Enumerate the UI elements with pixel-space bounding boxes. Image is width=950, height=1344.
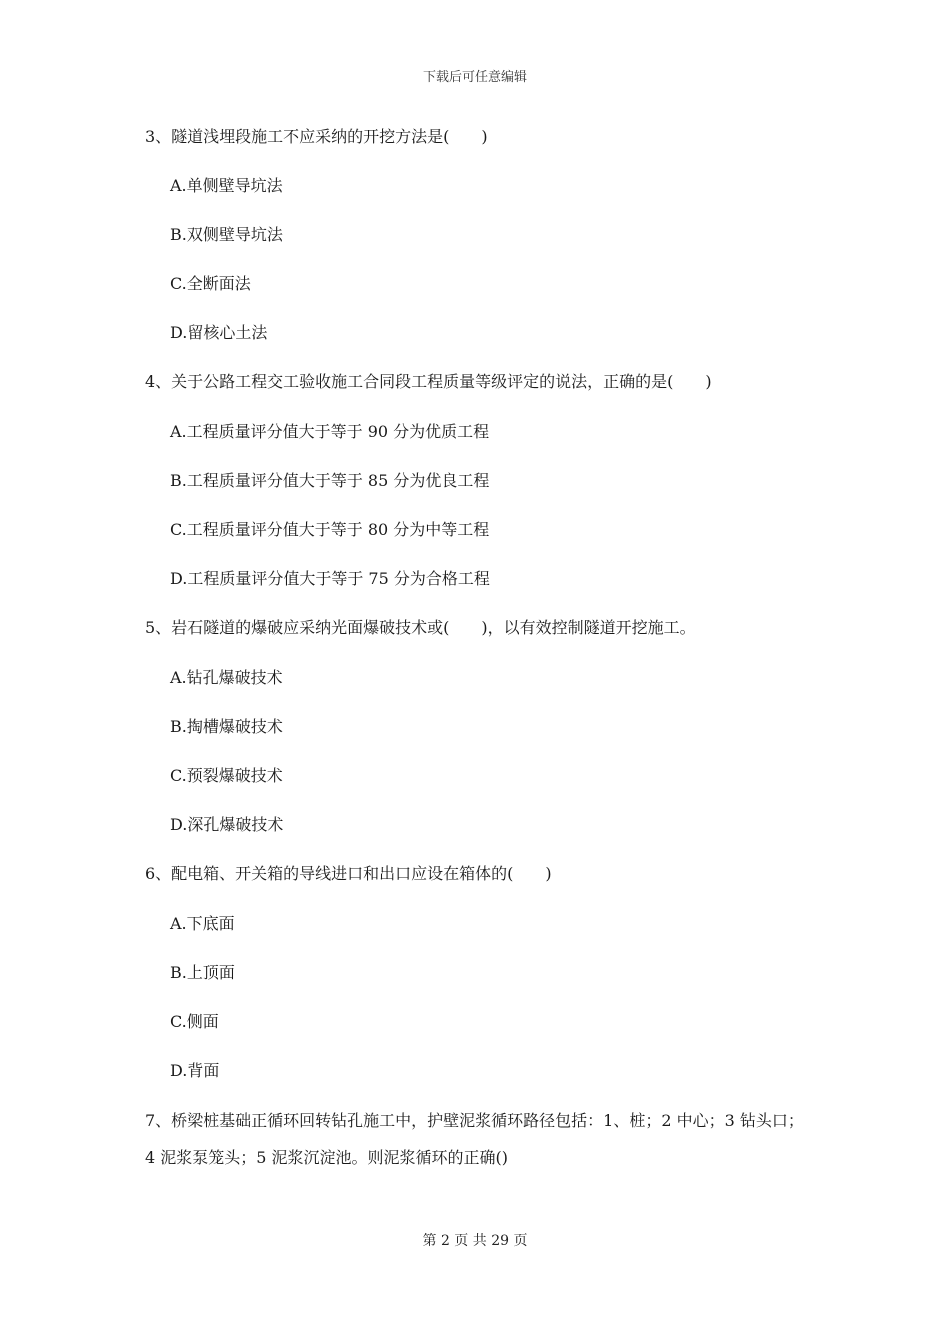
- question-4-option-d: D.工程质量评分值大于等于 75 分为合格工程: [170, 569, 490, 588]
- question-5-option-c: C.预裂爆破技术: [170, 766, 283, 785]
- question-5-stem: 5、岩石隧道的爆破应采纳光面爆破技术或( )，以有效控制隧道开挖施工。: [145, 618, 696, 637]
- question-7-stem-line-2: 4 泥浆泵笼头；5 泥浆沉淀池。则泥浆循环的正确(): [145, 1148, 509, 1167]
- question-3-option-b: B.双侧壁导坑法: [170, 225, 283, 244]
- question-5-option-d: D.深孔爆破技术: [170, 815, 284, 834]
- page-number-footer: 第 2 页 共 29 页: [422, 1233, 528, 1249]
- question-4-option-b: B.工程质量评分值大于等于 85 分为优良工程: [170, 471, 490, 490]
- question-5-option-a: A.钻孔爆破技术: [170, 668, 283, 687]
- header-note: 下载后可任意编辑: [422, 70, 527, 85]
- question-3-stem: 3、隧道浅埋段施工不应采纳的开挖方法是( ): [145, 127, 488, 146]
- question-4-stem: 4、关于公路工程交工验收施工合同段工程质量等级评定的说法，正确的是( ): [145, 372, 712, 391]
- question-3-option-d: D.留核心土法: [170, 323, 268, 342]
- question-6-option-c: C.侧面: [170, 1012, 219, 1031]
- question-6-option-d: D.背面: [170, 1061, 220, 1080]
- question-6-option-a: A.下底面: [170, 914, 235, 933]
- question-3-option-c: C.全断面法: [170, 274, 251, 293]
- question-3-option-a: A.单侧壁导坑法: [170, 176, 283, 195]
- question-4-option-c: C.工程质量评分值大于等于 80 分为中等工程: [170, 520, 490, 539]
- question-5-option-b: B.掏槽爆破技术: [170, 717, 283, 736]
- question-6-stem: 6、配电箱、开关箱的导线进口和出口应设在箱体的( ): [145, 864, 552, 883]
- question-4-option-a: A.工程质量评分值大于等于 90 分为优质工程: [170, 422, 490, 441]
- question-7-stem-line-1: 7、桥梁桩基础正循环回转钻孔施工中，护壁泥浆循环路径包括：1、桩；2 中心；3 钻头口；: [145, 1111, 804, 1130]
- question-6-option-b: B.上顶面: [170, 963, 235, 982]
